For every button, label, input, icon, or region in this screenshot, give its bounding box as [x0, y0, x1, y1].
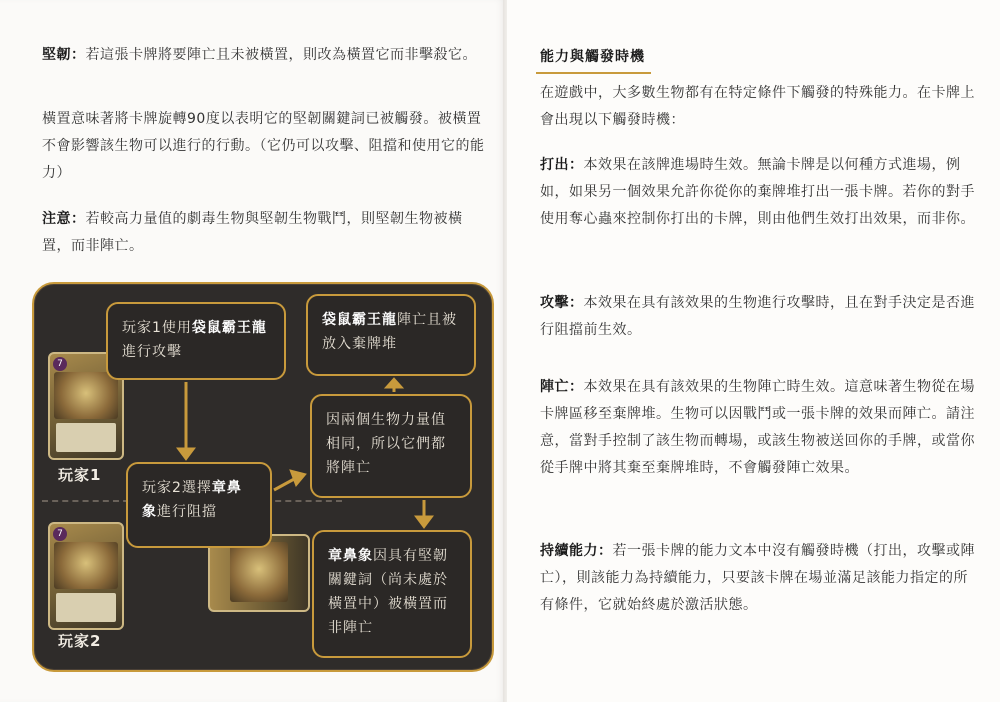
attack-text: 本效果在具有該效果的生物進行攻擊時，且在對手決定是否進行阻擋前生效。 — [540, 295, 975, 338]
constant-ability-paragraph — [540, 538, 980, 619]
tough-text: 若這張卡牌將要陣亡且未被橫置，則改為橫置它而非擊殺它。 — [85, 47, 477, 63]
intro-paragraph — [540, 80, 980, 134]
arrow-head-right — [290, 470, 306, 486]
box-text: 因具有堅韌關鍵詞（尚未處於橫置中）被橫置而非陣亡 — [328, 548, 448, 636]
box-text: 玩家2選擇 — [142, 480, 212, 496]
combat-example-diagram — [32, 282, 494, 672]
card-art — [230, 542, 288, 602]
card-text-box — [56, 593, 116, 622]
play-paragraph — [540, 152, 980, 233]
exhaust-text: 橫置意味著將卡牌旋轉90度以表明它的堅韌關鍵詞已被觸發。被橫置不會影響該生物可以進行的行動。（它仍可以攻擊、阻擋和使用它的能力） — [42, 111, 485, 181]
play-text: 本效果在該牌進場時生效。無論卡牌是以何種方式進場，例如，如果另一個效果允許你從你的棄牌堆打出一張卡牌。若你的對手使用奪心蟲來控制你打出的卡牌，則由他們生效打出效果，而非你。 — [540, 157, 975, 227]
arrow-head-down — [177, 448, 195, 460]
box-bold-text: 章鼻象 — [142, 480, 242, 520]
arrow-head-up — [385, 378, 403, 388]
intro-text: 在遊戲中，大多數生物都有在特定條件下觸發的特殊能力。在卡牌上會出現以下觸發時機： — [540, 85, 975, 128]
section-heading: 能力與觸發時機 — [540, 49, 645, 65]
note-paragraph — [42, 206, 487, 260]
destroyed-text: 本效果在具有該效果的生物陣亡時生效。這意味著生物從在場卡牌區移至棄牌堆。生物可以因戰鬥或一張卡牌的效果而陣亡。請注意，當對手控制了該生物而轉場，或該生物被送回你的手牌，或當你從手牌中將其棄至棄牌堆時，不會觸發陣亡效果。 — [540, 379, 975, 476]
card-art — [54, 542, 118, 589]
note-text: 若較高力量值的劇毒生物與堅韌生物戰鬥，則堅韌生物被橫置，而非陣亡。 — [42, 211, 463, 254]
player1-label: 玩家1 — [58, 466, 102, 484]
box-text: 進行阻擋 — [157, 504, 217, 520]
heading-underline — [536, 72, 651, 74]
play-term: 打出： — [540, 157, 584, 173]
box-bold-text: 章鼻象 — [328, 548, 373, 564]
box-bold-text: 袋鼠霸王龍 — [322, 312, 397, 328]
box-text: 陣亡且被放入棄牌堆 — [322, 312, 457, 352]
card-text-box — [56, 423, 116, 452]
box-text: 進行攻擊 — [122, 344, 182, 360]
arrow-head-down — [415, 516, 433, 528]
constant-term: 持續能力： — [540, 543, 613, 559]
card-cost-badge: 7 — [53, 357, 67, 371]
destroyed-term: 陣亡： — [540, 379, 584, 395]
step-box-attacker-dies — [306, 294, 476, 376]
step-box-player2-block — [126, 462, 272, 548]
box-bold-text: 袋鼠霸王龍 — [191, 320, 267, 336]
step-box-blocker-exhausted — [312, 530, 472, 658]
card-cost-badge: 7 — [53, 527, 67, 541]
tough-term: 堅韌： — [42, 47, 86, 63]
exhaust-explanation-paragraph — [42, 106, 492, 187]
destroyed-paragraph — [540, 374, 980, 482]
card-art — [54, 372, 118, 419]
attack-term: 攻擊： — [540, 295, 584, 311]
constant-text: 若一張卡牌的能力文本中沒有觸發時機（打出，攻擊或陣亡），則該能力為持續能力，只要該卡牌在場並滿足該能力指定的所有條件，它就始終處於激活狀態。 — [540, 543, 975, 613]
attack-paragraph — [540, 290, 980, 344]
step-box-player1-attack — [106, 302, 286, 380]
step-box-equal-power — [310, 394, 472, 498]
box-text: 因兩個生物力量值相同，所以它們都將陣亡 — [326, 412, 446, 476]
arrow-box4-to-box3 — [274, 478, 296, 490]
note-term: 注意： — [42, 211, 86, 227]
tough-rule-paragraph — [42, 42, 487, 69]
box-text: 玩家1使用 — [122, 320, 192, 336]
player2-label: 玩家2 — [58, 632, 102, 650]
player2-card — [48, 522, 124, 630]
